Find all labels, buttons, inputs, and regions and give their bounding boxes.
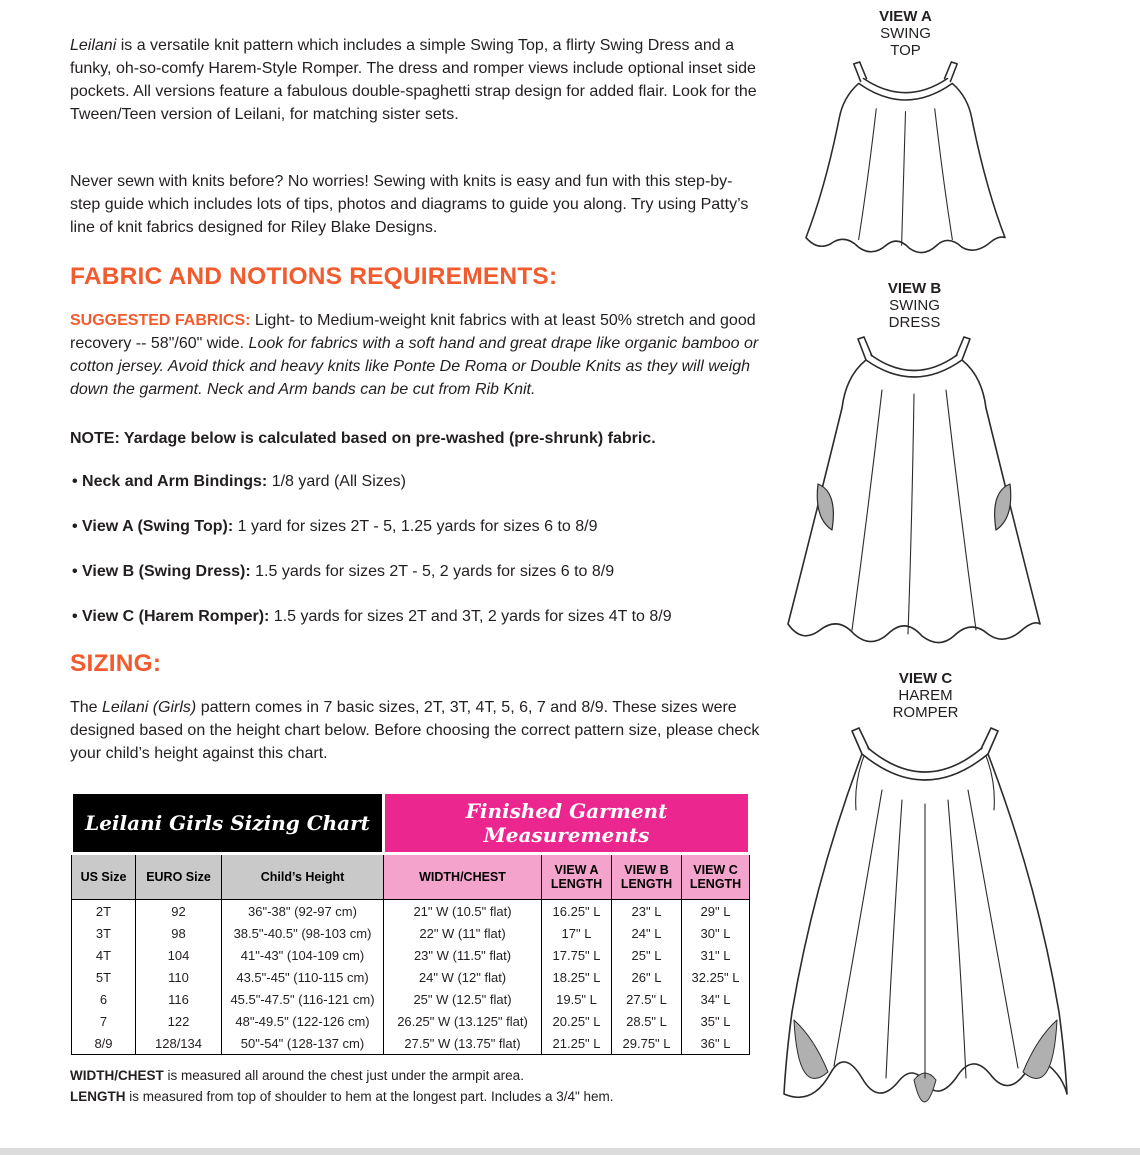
table-column-header-row <box>72 854 750 900</box>
main-text-column <box>70 34 762 1108</box>
list-item-bindings <box>72 470 762 493</box>
sizing-paragraph-pre: The <box>70 699 103 716</box>
list-item-view-c <box>72 605 762 628</box>
table-cell: 7 <box>72 1010 136 1032</box>
view-a-swing-top-illustration <box>798 60 1013 260</box>
table-cell: 27.5" W (13.75" flat) <box>384 1032 542 1055</box>
sizing-paragraph-post: pattern comes in 7 basic sizes, 2T, 3T, 4T, 5, 6, 7 and 8/9. These sizes were designed based on the height chart below. Before choosing the correct pattern size, please check your child’s height against this chart. <box>70 699 760 762</box>
sizing-table-body <box>72 900 750 1055</box>
table-cell: 24" W (12" flat) <box>384 966 542 988</box>
table-cell: 116 <box>136 988 222 1010</box>
table-cell: 92 <box>136 900 222 923</box>
table-cell: 128/134 <box>136 1032 222 1055</box>
group-header-finished-measurements: Finished Garment Measurements <box>384 793 750 854</box>
column-header-us-size: US Size <box>72 854 136 900</box>
table-cell: 5T <box>72 966 136 988</box>
page-bottom-edge <box>0 1148 1140 1155</box>
list-item-text: 1 yard for sizes 2T - 5, 1.25 yards for sizes 6 to 8/9 <box>233 518 598 535</box>
table-cell: 19.5" L <box>542 988 612 1010</box>
intro-paragraph-1-text: is a versatile knit pattern which includes a simple Swing Top, a flirty Swing Dress and a funky, oh-so-comfy Harem-Style Romper. The dress and romper views include optional inset side pockets. All versions feature a fabulous double-spaghetti strap design for added flair. Look for the Tween/Teen version of Leilani, for matching sister sets. <box>70 37 757 123</box>
table-cell: 23" W (11.5" flat) <box>384 944 542 966</box>
table-row <box>72 944 750 966</box>
table-row <box>72 900 750 923</box>
list-item-label: View A (Swing Top): <box>82 518 234 535</box>
view-b-label <box>782 280 1047 331</box>
table-cell: 6 <box>72 988 136 1010</box>
note-label: LENGTH <box>70 1089 126 1104</box>
table-row <box>72 1032 750 1055</box>
table-notes <box>70 1066 762 1106</box>
suggested-fabrics-label: SUGGESTED FABRICS: <box>70 312 251 329</box>
view-a-figure <box>798 8 1013 260</box>
width-chest-note <box>70 1066 762 1085</box>
view-b-figure <box>782 280 1047 662</box>
suggested-fabrics-paragraph <box>70 309 762 401</box>
column-header-childs-height: Child’s Height <box>222 854 384 900</box>
table-cell: 22" W (11" flat) <box>384 922 542 944</box>
list-item-view-a <box>72 515 762 538</box>
table-cell: 28.5" L <box>612 1010 682 1032</box>
yardage-list <box>70 470 762 628</box>
intro-paragraph-2: Never sewn with knits before? No worries! Sewing with knits is easy and fun with this step-by-step guide which includes lots of tips, photos and diagrams to guide you along. Try using Patty’s line of knit fabrics designed for Riley Blake Designs. <box>70 173 749 236</box>
length-note <box>70 1087 762 1106</box>
table-cell: 35" L <box>682 1010 750 1032</box>
table-cell: 29" L <box>682 900 750 923</box>
view-c-sub1: HAREM <box>898 687 953 704</box>
table-cell: 45.5"-47.5" (116-121 cm) <box>222 988 384 1010</box>
table-cell: 98 <box>136 922 222 944</box>
table-row <box>72 988 750 1010</box>
table-cell: 41"-43" (104-109 cm) <box>222 944 384 966</box>
list-item-text: 1.5 yards for sizes 2T and 3T, 2 yards for sizes 4T to 8/9 <box>269 608 672 625</box>
view-a-sub2: TOP <box>890 42 921 59</box>
list-item-view-b <box>72 560 762 583</box>
view-a-label <box>798 8 1013 59</box>
table-cell: 25" L <box>612 944 682 966</box>
table-cell: 122 <box>136 1010 222 1032</box>
view-c-sub2: ROMPER <box>892 704 959 721</box>
list-item-label: View B (Swing Dress): <box>82 563 251 580</box>
note-text: is measured all around the chest just under the armpit area. <box>163 1068 524 1083</box>
table-row <box>72 922 750 944</box>
view-b-title: VIEW B <box>887 280 942 297</box>
view-c-harem-romper-illustration <box>778 722 1073 1142</box>
pattern-name: Leilani <box>70 37 117 54</box>
suggested-fabrics-text: Light- to Medium-weight knit fabrics with at least 50% stretch and good recovery -- 58"/60" wide. <box>70 312 756 352</box>
table-cell: 17" L <box>542 922 612 944</box>
column-header-view-b-length: VIEW B LENGTH <box>612 854 682 900</box>
table-cell: 29.75" L <box>612 1032 682 1055</box>
list-item-label: Neck and Arm Bindings: <box>82 473 268 490</box>
table-cell: 8/9 <box>72 1032 136 1055</box>
view-b-sub1: SWING <box>889 297 940 314</box>
sizing-pattern-name: Leilani (Girls) <box>102 699 197 716</box>
table-group-header-row <box>72 793 750 854</box>
table-cell: 36"-38" (92-97 cm) <box>222 900 384 923</box>
view-c-title: VIEW C <box>898 670 953 687</box>
list-item-label: View C (Harem Romper): <box>82 608 270 625</box>
view-c-label <box>778 670 1073 721</box>
table-cell: 30" L <box>682 922 750 944</box>
sizing-heading: SIZING: <box>70 650 162 677</box>
table-cell: 48"-49.5" (122-126 cm) <box>222 1010 384 1032</box>
note-label: WIDTH/CHEST <box>70 1068 164 1083</box>
table-cell: 50"-54" (128-137 cm) <box>222 1032 384 1055</box>
table-cell: 18.25" L <box>542 966 612 988</box>
table-cell: 17.75" L <box>542 944 612 966</box>
table-cell: 104 <box>136 944 222 966</box>
fabric-requirements-heading: FABRIC AND NOTIONS REQUIREMENTS: <box>70 263 558 290</box>
table-cell: 20.25" L <box>542 1010 612 1032</box>
table-cell: 38.5"-40.5" (98-103 cm) <box>222 922 384 944</box>
view-b-sub2: DRESS <box>888 314 941 331</box>
table-cell: 24" L <box>612 922 682 944</box>
view-b-swing-dress-illustration <box>782 332 1047 662</box>
table-cell: 4T <box>72 944 136 966</box>
table-row <box>72 966 750 988</box>
yardage-note: NOTE: Yardage below is calculated based on pre-washed (pre-shrunk) fabric. <box>70 430 656 447</box>
table-row <box>72 1010 750 1032</box>
intro-paragraph-1 <box>70 34 762 126</box>
column-header-width-chest: WIDTH/CHEST <box>384 854 542 900</box>
table-cell: 21" W (10.5" flat) <box>384 900 542 923</box>
group-header-sizing-chart: Leilani Girls Sizing Chart <box>72 793 384 854</box>
table-cell: 16.25" L <box>542 900 612 923</box>
column-header-view-c-length: VIEW C LENGTH <box>682 854 750 900</box>
list-item-text: 1.5 yards for sizes 2T - 5, 2 yards for sizes 6 to 8/9 <box>250 563 615 580</box>
view-c-figure <box>778 670 1073 1142</box>
table-cell: 32.25" L <box>682 966 750 988</box>
table-cell: 110 <box>136 966 222 988</box>
table-cell: 2T <box>72 900 136 923</box>
table-cell: 36" L <box>682 1032 750 1055</box>
table-cell: 34" L <box>682 988 750 1010</box>
table-cell: 26.25" W (13.125" flat) <box>384 1010 542 1032</box>
sizing-paragraph <box>70 696 762 765</box>
table-cell: 25" W (12.5" flat) <box>384 988 542 1010</box>
list-item-text: 1/8 yard (All Sizes) <box>267 473 406 490</box>
table-cell: 43.5"-45" (110-115 cm) <box>222 966 384 988</box>
column-header-euro-size: EURO Size <box>136 854 222 900</box>
column-header-view-a-length: VIEW A LENGTH <box>542 854 612 900</box>
table-cell: 3T <box>72 922 136 944</box>
table-cell: 26" L <box>612 966 682 988</box>
table-cell: 31" L <box>682 944 750 966</box>
table-cell: 23" L <box>612 900 682 923</box>
view-a-sub1: SWING <box>880 25 931 42</box>
table-cell: 27.5" L <box>612 988 682 1010</box>
view-a-title: VIEW A <box>879 8 932 25</box>
note-text: is measured from top of shoulder to hem at the longest part. Includes a 3/4" hem. <box>125 1089 614 1104</box>
sizing-table <box>70 791 751 1055</box>
table-cell: 21.25" L <box>542 1032 612 1055</box>
suggested-fabrics-italic-text: Look for fabrics with a soft hand and great drape like organic bamboo or cotton jersey. Avoid thick and heavy knits like Ponte De Roma or Double Knits as they will weigh down the garment. Neck and Arm bands can be cut from Rib Knit. <box>70 335 759 398</box>
